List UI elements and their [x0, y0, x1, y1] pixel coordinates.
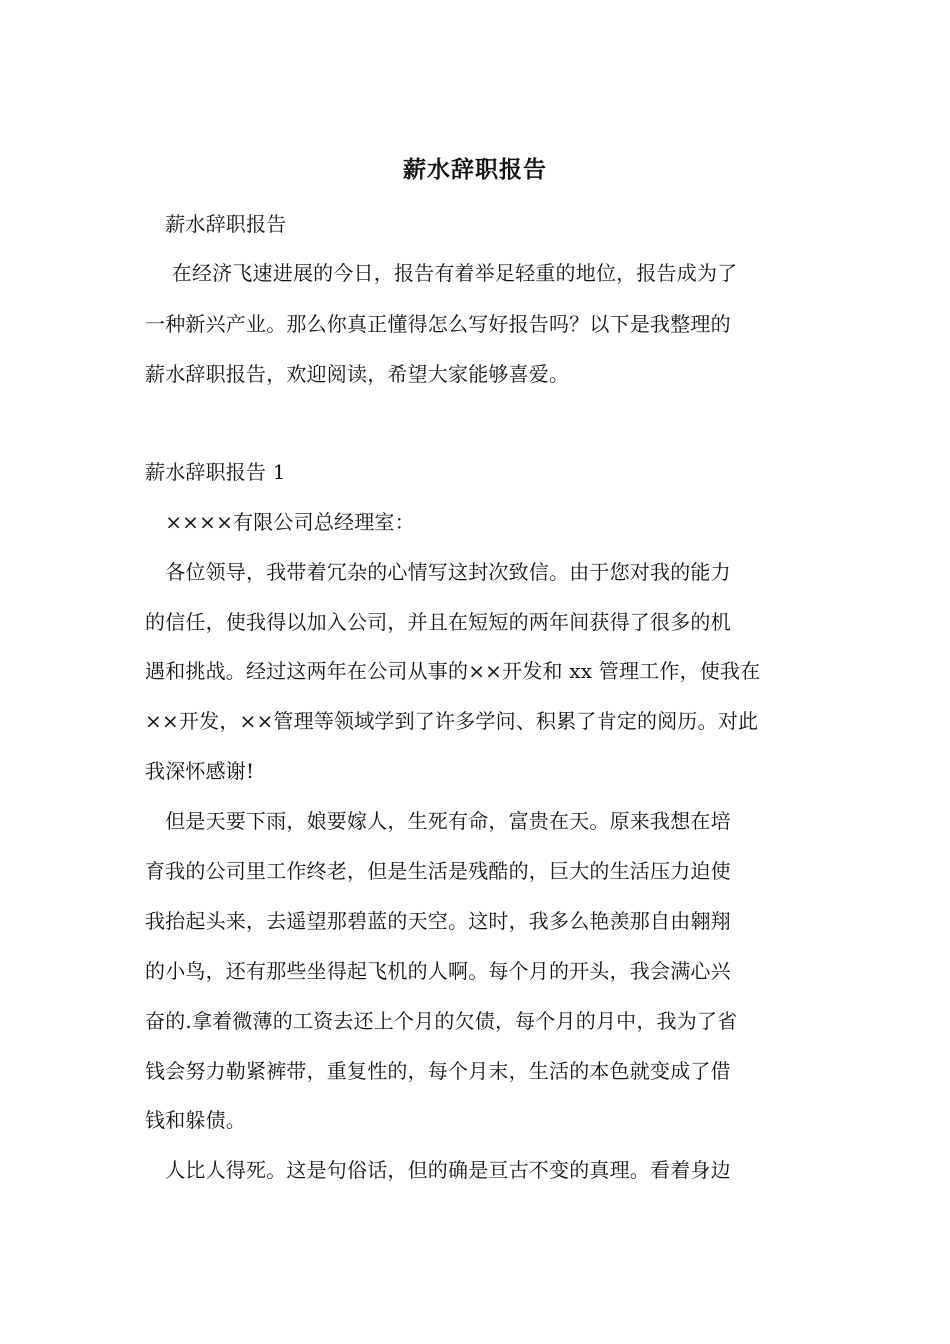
body-line: 人比人得死。这是句俗话，但的确是亘古不变的真理。看着身边 [145, 1158, 731, 1182]
body-line: 钱会努力勒紧裤带，重复性的，每个月末，生活的本色就变成了借 [145, 1059, 731, 1083]
body-line: 的信任，使我得以加入公司，并且在短短的两年间获得了很多的机 [145, 610, 731, 634]
body-line: 一种新兴产业。那么你真正懂得怎么写好报告吗？以下是我整理的 [145, 312, 731, 336]
body-line: 的小鸟，还有那些坐得起飞机的人啊。每个月的开头，我会满心兴 [145, 959, 731, 983]
body-line: ××开发，××管理等领域学到了许多学问、积累了肯定的阅历。对此 [145, 709, 759, 733]
subtitle-line: 薪水辞职报告 [145, 212, 287, 236]
body-line: 钱和躲债。 [145, 1108, 246, 1132]
body-line: 但是天要下雨，娘要嫁人，生死有命，富贵在天。原来我想在培 [145, 809, 731, 833]
section-heading: 薪水辞职报告 1 [145, 460, 286, 484]
document-title: 薪水辞职报告 [403, 156, 547, 183]
body-line: 各位领导，我带着冗杂的心情写这封次致信。由于您对我的能力 [145, 560, 731, 584]
body-line: 奋的.拿着微薄的工资去还上个月的欠债，每个月的月中，我为了省 [145, 1009, 738, 1033]
salutation-line: ××××有限公司总经理室： [145, 510, 415, 534]
body-line: 在经济飞速进展的今日，报告有着举足轻重的地位，报告成为了 [145, 261, 738, 285]
body-line: 薪水辞职报告，欢迎阅读，希望大家能够喜爱。 [145, 362, 570, 386]
body-line: 遇和挑战。经过这两年在公司从事的××开发和 xx 管理工作，使我在 [145, 659, 761, 683]
body-line: 育我的公司里工作终老，但是生活是残酷的，巨大的生活压力迫使 [145, 859, 731, 883]
body-line: 我抬起头来，去遥望那碧蓝的天空。这时，我多么艳羡那自由翱翔 [145, 909, 731, 933]
body-line: 我深怀感谢! [145, 759, 255, 783]
